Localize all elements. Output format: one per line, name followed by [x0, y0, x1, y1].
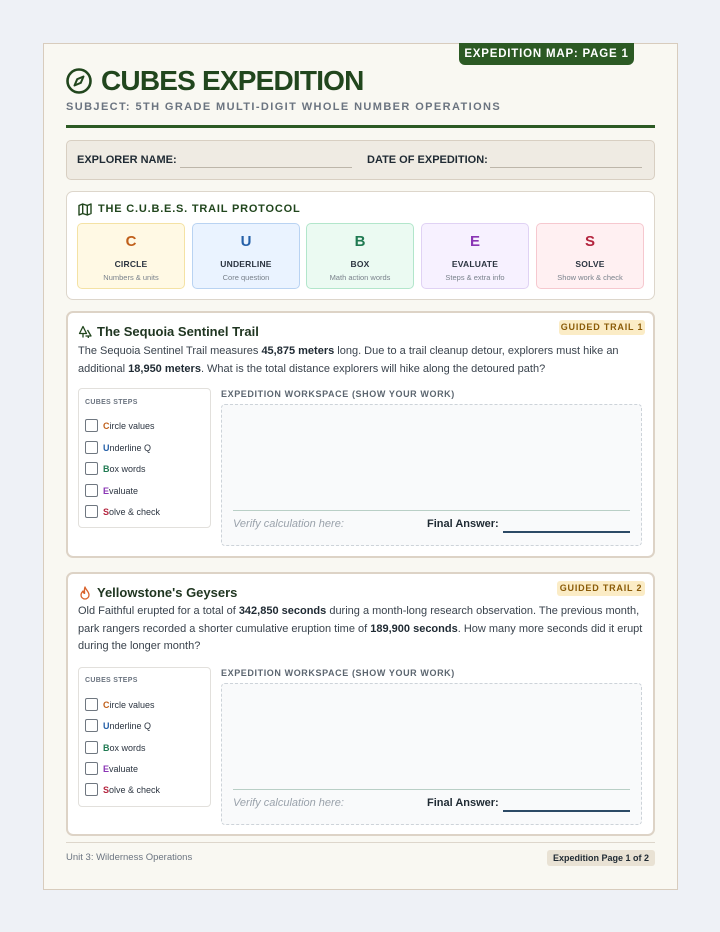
explorer-name-label: EXPLORER NAME: [77, 154, 177, 166]
cube-circle [77, 223, 185, 289]
cube-word: BOX [350, 259, 370, 269]
map-icon [78, 203, 92, 216]
verify-label-1: Verify calculation here: [233, 518, 344, 530]
trees-icon [78, 325, 92, 339]
cube-box [306, 223, 414, 289]
workspace-title-2: EXPEDITION WORKSPACE (SHOW YOUR WORK) [221, 668, 455, 678]
step-checkbox-evaluate[interactable] [85, 484, 98, 497]
workspace-title-1: EXPEDITION WORKSPACE (SHOW YOUR WORK) [221, 389, 455, 399]
step-checkbox-evaluate[interactable] [85, 762, 98, 775]
cube-letter: C [125, 233, 137, 250]
step-label-box: Box words [103, 464, 146, 474]
step-label-evaluate: Evaluate [103, 764, 139, 774]
step-checkbox-underline[interactable] [85, 719, 98, 732]
page-tab: EXPEDITION MAP: PAGE 1 [459, 43, 634, 65]
problem-text-1: The Sequoia Sentinel Trail measures 45,875 meters long. Due to a trail cleanup detour, explorers must hike an additional 18,950 meters. What is the total distance explorers will hike along the detoured path? [78, 345, 619, 375]
explorer-name-field[interactable] [180, 167, 352, 168]
step-checkbox-box[interactable] [85, 462, 98, 475]
final-answer-label-1: Final Answer: [427, 518, 499, 530]
cube-letter: U [240, 233, 252, 250]
cube-letter: E [469, 233, 480, 250]
expedition-date-label: DATE OF EXPEDITION: [367, 154, 488, 166]
trail-badge-2: GUIDED TRAIL 2 [557, 581, 645, 596]
step-checkbox-solve[interactable] [85, 505, 98, 518]
steps-title: CUBES STEPS [85, 677, 138, 684]
cube-description: Core question [222, 273, 270, 282]
final-answer-field-2[interactable] [503, 810, 630, 812]
step-label-box: Box words [103, 743, 146, 753]
step-label-solve: Solve & check [103, 507, 161, 517]
final-answer-label-2: Final Answer: [427, 797, 499, 809]
cube-description: Numbers & units [103, 273, 159, 282]
cube-word: CIRCLE [114, 259, 148, 269]
work-divider [233, 510, 630, 511]
subject-line: SUBJECT: 5TH GRADE MULTI-DIGIT WHOLE NUMBER OPERATIONS [66, 101, 502, 113]
problem-title-1: The Sequoia Sentinel Trail [97, 324, 259, 339]
problem-title-2: Yellowstone's Geysers [97, 585, 238, 600]
step-label-underline: Underline Q [103, 721, 152, 731]
step-checkbox-underline[interactable] [85, 441, 98, 454]
step-checkbox-box[interactable] [85, 741, 98, 754]
cube-solve [536, 223, 644, 289]
trail-badge-1: GUIDED TRAIL 1 [559, 320, 645, 335]
step-label-circle: Circle values [103, 421, 155, 431]
step-checkbox-solve[interactable] [85, 783, 98, 796]
cube-word: SOLVE [575, 259, 605, 269]
cube-description: Steps & extra info [445, 273, 505, 282]
cube-word: EVALUATE [451, 259, 499, 269]
final-answer-field-1[interactable] [503, 531, 630, 533]
work-divider [233, 789, 630, 790]
step-label-underline: Underline Q [103, 443, 152, 453]
protocol-title: THE C.U.B.E.S. TRAIL PROTOCOL [98, 203, 301, 215]
compass-icon [66, 68, 92, 94]
step-checkbox-circle[interactable] [85, 698, 98, 711]
cube-underline [192, 223, 300, 289]
cube-letter: S [584, 233, 595, 250]
step-label-solve: Solve & check [103, 785, 161, 795]
cube-description: Show work & check [557, 273, 623, 282]
cube-evaluate [421, 223, 529, 289]
page-title: CUBES EXPEDITION [101, 65, 364, 96]
expedition-date-field[interactable] [490, 167, 642, 168]
cube-description: Math action words [329, 273, 391, 282]
step-label-circle: Circle values [103, 700, 155, 710]
title-divider [66, 125, 655, 128]
cube-letter: B [354, 233, 366, 250]
flame-icon [78, 586, 92, 600]
verify-label-2: Verify calculation here: [233, 797, 344, 809]
step-checkbox-circle[interactable] [85, 419, 98, 432]
step-label-evaluate: Evaluate [103, 486, 139, 496]
cube-word: UNDERLINE [220, 259, 272, 269]
steps-title: CUBES STEPS [85, 399, 138, 406]
footer-divider [66, 842, 655, 843]
footer-page-badge: Expedition Page 1 of 2 [547, 850, 655, 866]
footer-unit: Unit 3: Wilderness Operations [66, 852, 193, 863]
problem-text-2: Old Faithful erupted for a total of 342,850 seconds during a month-long research observation. The previous month, park rangers recorded a shorter cumulative eruption time of 189,900 seconds. How many more seconds did it erupt during the longer month? [78, 605, 643, 652]
